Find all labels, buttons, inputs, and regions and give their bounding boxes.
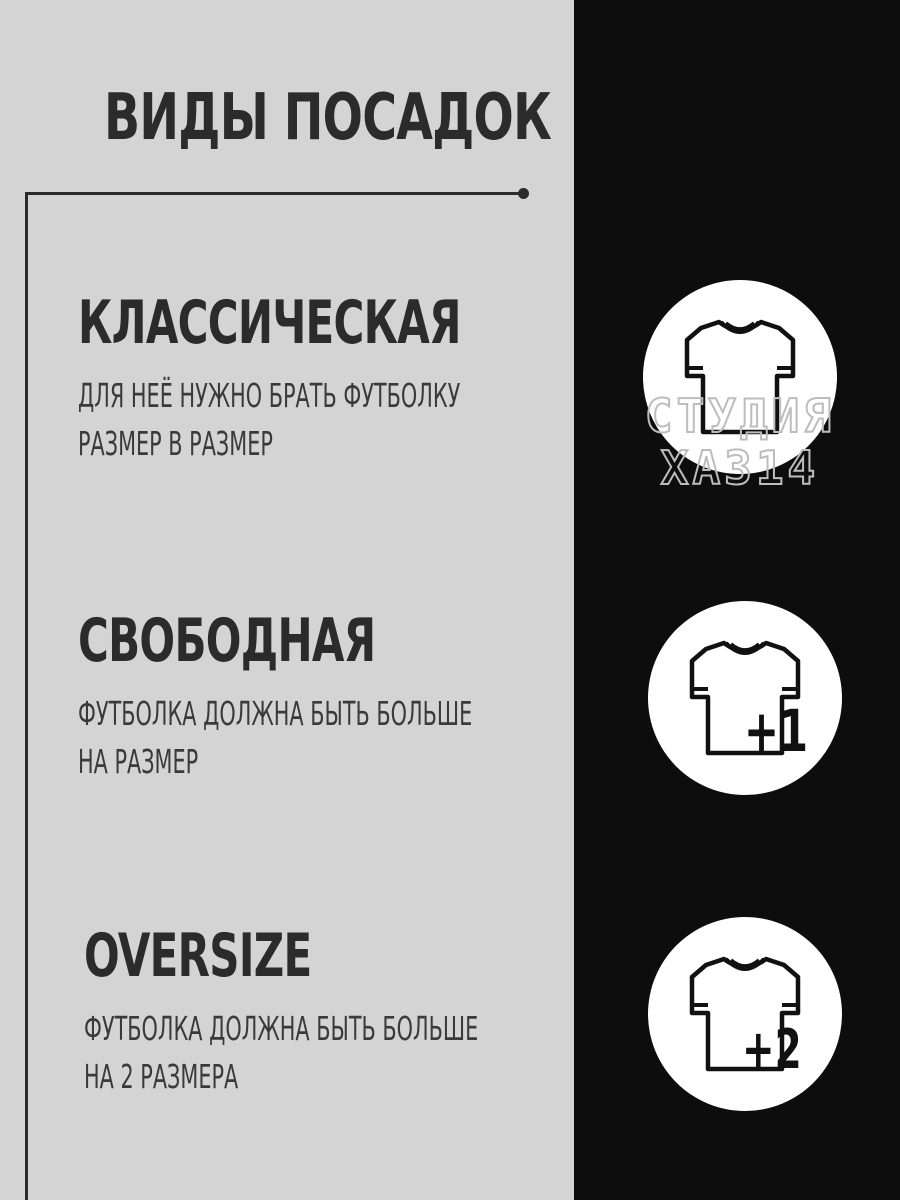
fit-icon-circle-loose — [648, 601, 842, 795]
fit-icon-circle-oversize — [648, 917, 842, 1111]
vertical-rule — [25, 192, 28, 1200]
fit-section-classic — [78, 288, 558, 468]
rule-end-dot — [518, 188, 529, 199]
watermark-line: ХА314 — [660, 441, 820, 495]
size-badge: +1 — [744, 697, 809, 765]
watermark-line: СТУДИЯ — [644, 389, 836, 443]
fit-description-line: НА 2 РАЗМЕРА — [84, 1057, 239, 1096]
fit-section-oversize — [84, 921, 564, 1101]
fit-title: СВОБОДНАЯ — [78, 606, 376, 676]
fit-description-line: ФУТБОЛКА ДОЛЖНА БЫТЬ БОЛЬШЕ — [84, 1009, 479, 1048]
size-badge: +2 — [742, 1018, 802, 1081]
fit-section-loose — [78, 606, 558, 786]
fit-title: OVERSIZE — [84, 921, 312, 991]
fit-title: КЛАССИЧЕСКАЯ — [78, 288, 461, 358]
horizontal-rule — [25, 192, 523, 195]
tshirt-icon — [648, 917, 842, 1111]
watermark — [600, 390, 880, 494]
fit-description-line: НА РАЗМЕР — [78, 742, 199, 781]
fit-description — [84, 1005, 479, 1101]
fit-description-line: РАЗМЕР В РАЗМЕР — [78, 424, 273, 463]
fit-description-line: ФУТБОЛКА ДОЛЖНА БЫТЬ БОЛЬШЕ — [78, 694, 473, 733]
fit-description — [78, 690, 473, 786]
fit-description — [78, 372, 461, 468]
page-title: ВИДЫ ПОСАДОК — [104, 81, 552, 155]
fit-description-line: ДЛЯ НЕЁ НУЖНО БРАТЬ ФУТБОЛКУ — [78, 376, 461, 415]
